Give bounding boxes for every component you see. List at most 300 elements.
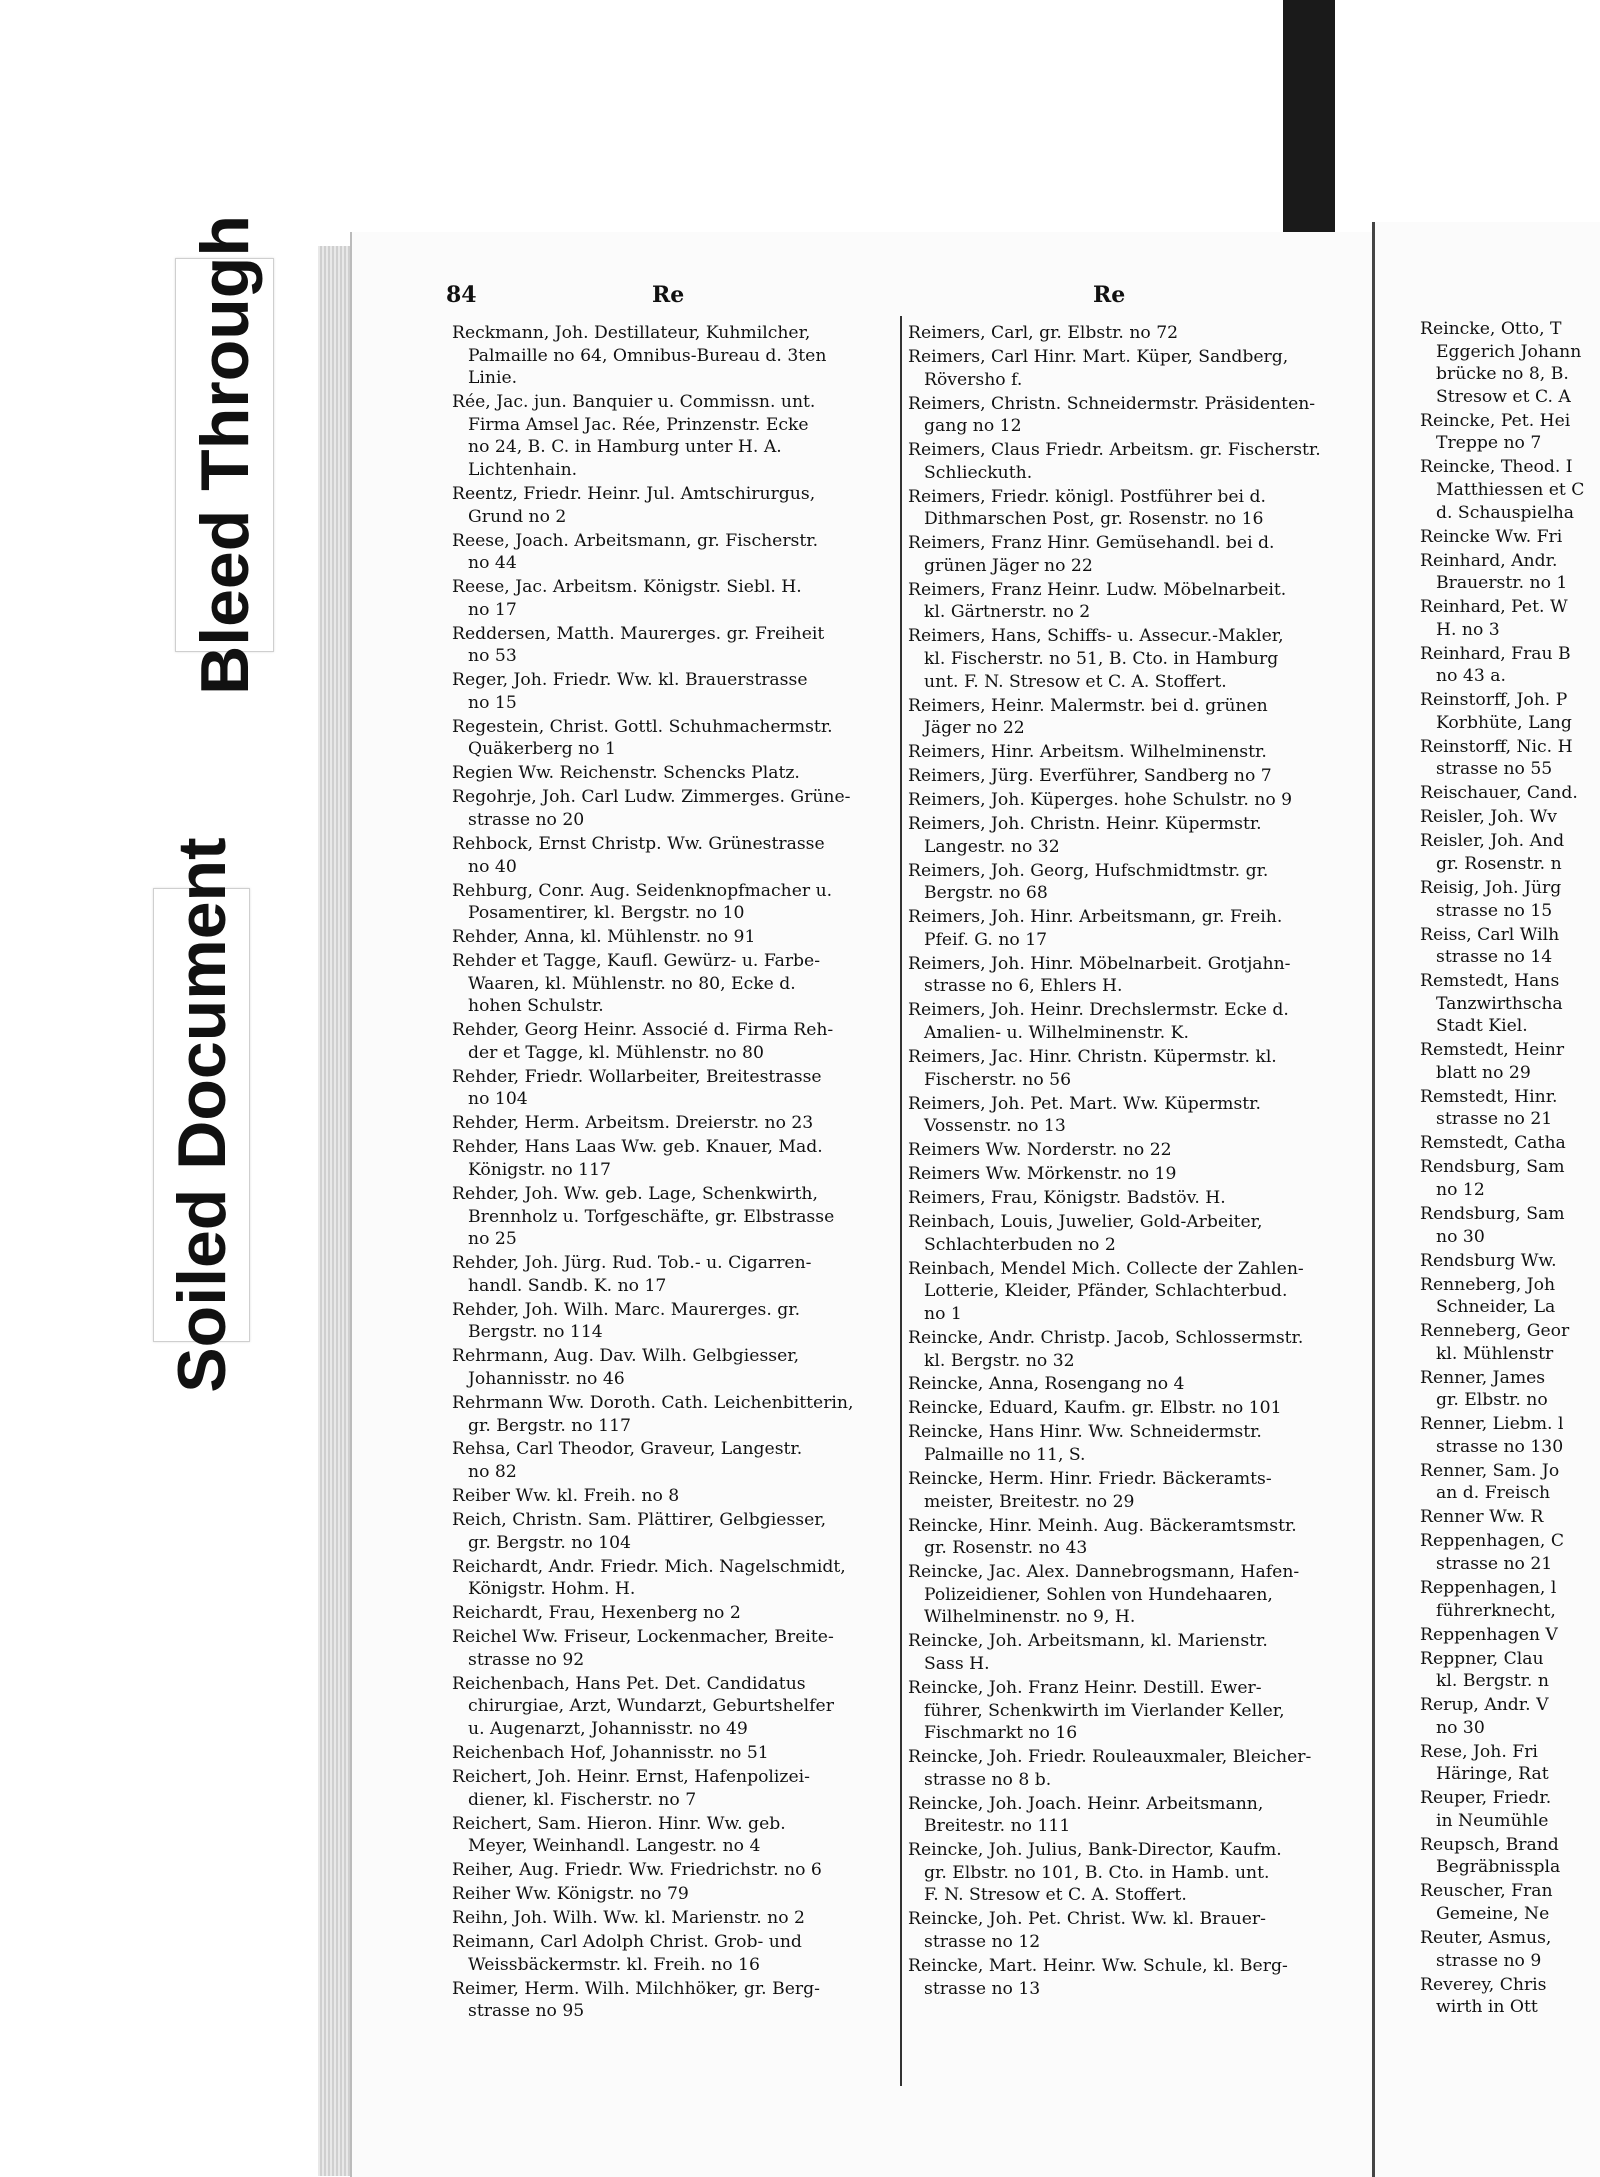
- directory-entry: [452, 1485, 890, 1508]
- entry-line: Reimer, Herm. Wilh. Milchhöker, gr. Berg-: [452, 1978, 820, 1999]
- entry-line: Reimers, Frau, Königstr. Badstöv. H.: [908, 1188, 1226, 1209]
- entry-line: Rehder, Georg Heinr. Associé d. Firma Reh-: [452, 1020, 834, 1041]
- directory-entry: [1420, 782, 1600, 805]
- entry-line: Reichel Ww. Friseur, Lockenmacher, Breite-: [452, 1627, 834, 1648]
- entry-continuation: strasse no 13: [924, 1978, 1041, 1999]
- entry-line: Reinhard, Frau B: [1420, 643, 1571, 664]
- directory-entry: [1420, 1974, 1600, 2019]
- entry-line: Reichert, Joh. Heinr. Ernst, Hafenpolizei-: [452, 1766, 810, 1787]
- directory-entry: [1420, 1203, 1600, 1248]
- directory-entry: [452, 576, 890, 621]
- bleed-through-label: Bleed Through: [186, 215, 263, 695]
- entry-line: Rehder, Joh. Wilh. Marc. Maurerges. gr.: [452, 1299, 801, 1320]
- entry-line: Reentz, Friedr. Heinr. Jul. Amtschirurgus,: [452, 483, 816, 504]
- entry-continuation: Weissbäckermstr. kl. Freih. no 16: [468, 1954, 760, 1975]
- directory-entry: [908, 999, 1360, 1044]
- directory-entry: [1420, 1156, 1600, 1201]
- entry-continuation: Sass H.: [924, 1653, 990, 1674]
- entry-line: Rehder, Joh. Jürg. Rud. Tob.- u. Cigarren-: [452, 1253, 812, 1274]
- entry-line: Rese, Joh. Fri: [1420, 1741, 1538, 1762]
- entry-line: Renneberg, Joh: [1420, 1274, 1556, 1295]
- entry-line: Rendsburg Ww.: [1420, 1250, 1557, 1271]
- entry-line: Reichardt, Frau, Hexenberg no 2: [452, 1603, 741, 1624]
- entry-continuation: Vossenstr. no 13: [924, 1116, 1066, 1137]
- directory-entry: [452, 669, 890, 714]
- directory-entry: [908, 346, 1360, 391]
- entry-continuation: unt. F. N. Stresow et C. A. Stoffert.: [924, 671, 1227, 692]
- entry-continuation: Waaren, kl. Mühlenstr. no 80, Ecke d.: [468, 973, 796, 994]
- directory-entry: [908, 1630, 1360, 1675]
- directory-entry: [452, 880, 890, 925]
- entry-line: Rehder, Anna, kl. Mühlenstr. no 91: [452, 927, 756, 948]
- entry-continuation: strasse no 12: [924, 1932, 1041, 1953]
- entry-continuation: diener, kl. Fischerstr. no 7: [468, 1789, 697, 1810]
- directory-entry: [908, 1421, 1360, 1466]
- directory-entry: [908, 1093, 1360, 1138]
- entry-continuation: Fischerstr. no 56: [924, 1069, 1072, 1090]
- entry-line: Reincke, Otto, T: [1420, 319, 1562, 339]
- directory-entry: [452, 1345, 890, 1390]
- directory-entry: [452, 1813, 890, 1858]
- entry-continuation: hohen Schulstr.: [468, 996, 604, 1017]
- directory-entry: [452, 1742, 890, 1765]
- directory-entry: [452, 950, 890, 1018]
- entry-continuation: der et Tagge, kl. Mühlenstr. no 80: [468, 1042, 764, 1063]
- entry-line: Reincke, Joh. Franz Heinr. Destill. Ewer-: [908, 1677, 1262, 1698]
- entry-continuation: Korbhüte, Lang: [1436, 712, 1572, 733]
- entry-line: Reincke, Pet. Hei: [1420, 410, 1571, 431]
- entry-line: Reinhard, Pet. W: [1420, 597, 1568, 618]
- entry-continuation: d. Schauspielha: [1436, 502, 1575, 523]
- entry-line: Rée, Jac. jun. Banquier u. Commissn. unt.: [452, 392, 816, 413]
- entry-continuation: Stadt Kiel.: [1436, 1016, 1528, 1037]
- directory-entry: [452, 623, 890, 668]
- entry-line: Reppenhagen V: [1420, 1624, 1558, 1645]
- entry-continuation: Brennholz u. Torfgeschäfte, gr. Elbstrasse: [468, 1206, 835, 1227]
- directory-entry: [908, 1046, 1360, 1091]
- directory-entry: [908, 1397, 1360, 1420]
- entry-continuation: Röversho f.: [924, 369, 1023, 390]
- directory-entry: [452, 1626, 890, 1671]
- entry-continuation: Begräbnisspla: [1436, 1857, 1561, 1878]
- entry-continuation: gr. Rosenstr. no 43: [924, 1538, 1088, 1559]
- directory-entry: [452, 762, 890, 785]
- entry-continuation: meister, Breitestr. no 29: [924, 1491, 1135, 1512]
- entry-line: Rehder et Tagge, Kaufl. Gewürz- u. Farbe-: [452, 951, 821, 972]
- entry-line: Reincke, Joh. Julius, Bank-Director, Kaufm.: [908, 1840, 1282, 1861]
- entry-line: Reincke, Joh. Joach. Heinr. Arbeitsmann,: [908, 1793, 1264, 1814]
- entry-line: Rehder, Herm. Arbeitsm. Dreierstr. no 23: [452, 1113, 814, 1134]
- entry-line: Reuper, Friedr.: [1420, 1788, 1552, 1809]
- directory-entry: [908, 953, 1360, 998]
- entry-line: Reinbach, Louis, Juwelier, Gold-Arbeiter,: [908, 1212, 1263, 1233]
- directory-entry: [452, 1299, 890, 1344]
- entry-line: Reincke, Joh. Pet. Christ. Ww. kl. Brauer-: [908, 1909, 1266, 1930]
- entry-line: Reimers, Heinr. Malermstr. bei d. grünen: [908, 695, 1268, 716]
- directory-entry: [452, 1392, 890, 1437]
- page-stack-edge: [318, 246, 352, 2176]
- entry-continuation: Polizeidiener, Sohlen von Hundehaaren,: [924, 1584, 1273, 1605]
- entry-line: Reimers, Joh. Hinr. Möbelnarbeit. Grotjahn-: [908, 953, 1291, 974]
- entry-continuation: Pfeif. G. no 17: [924, 929, 1048, 950]
- directory-entry: [452, 1978, 890, 2023]
- next-page-column: [1420, 318, 1600, 2020]
- entry-continuation: Bergstr. no 68: [924, 883, 1048, 904]
- entry-continuation: gr. Bergstr. no 117: [468, 1415, 631, 1436]
- page-number: 84: [446, 282, 477, 308]
- entry-line: Reimers, Hinr. Arbeitsm. Wilhelminenstr.: [908, 742, 1267, 763]
- entry-line: Reimers, Hans, Schiffs- u. Assecur.-Makler,: [908, 626, 1284, 647]
- directory-entry: [908, 322, 1360, 345]
- entry-line: Reihn, Joh. Wilh. Ww. kl. Marienstr. no 2: [452, 1908, 805, 1929]
- entry-continuation: F. N. Stresow et C. A. Stoffert.: [924, 1885, 1187, 1906]
- directory-entry: [1420, 456, 1600, 524]
- directory-entry: [452, 1883, 890, 1906]
- entry-line: Reinstorff, Nic. H: [1420, 736, 1573, 757]
- directory-entry: [908, 1187, 1360, 1210]
- entry-line: Reimers, Joh. Küperges. hohe Schulstr. no 9: [908, 790, 1293, 811]
- entry-continuation: Fischmarkt no 16: [924, 1723, 1078, 1744]
- entry-continuation: kl. Bergstr. no 32: [924, 1350, 1075, 1371]
- entry-line: Rehder, Hans Laas Ww. geb. Knauer, Mad.: [452, 1137, 823, 1158]
- entry-line: Remstedt, Hinr.: [1420, 1086, 1558, 1107]
- entry-line: Rehrmann Ww. Doroth. Cath. Leichenbitterin,: [452, 1392, 854, 1413]
- entry-line: Renner, Sam. Jo: [1420, 1460, 1560, 1481]
- entry-line: Renner, Liebm. l: [1420, 1414, 1564, 1435]
- entry-line: Rehrmann, Aug. Dav. Wilh. Gelbgiesser,: [452, 1346, 800, 1367]
- entry-line: Reinhard, Andr.: [1420, 550, 1558, 571]
- entry-line: Reupsch, Brand: [1420, 1834, 1559, 1855]
- entry-line: Rehbock, Ernst Christp. Ww. Grünestrasse: [452, 833, 825, 854]
- entry-continuation: Firma Amsel Jac. Rée, Prinzenstr. Ecke: [468, 414, 809, 435]
- entry-continuation: grünen Jäger no 22: [924, 555, 1093, 576]
- entry-continuation: Stresow et C. A: [1436, 386, 1571, 407]
- entry-continuation: blatt no 29: [1436, 1062, 1531, 1083]
- directory-entry: [1420, 736, 1600, 781]
- directory-entry: [1420, 1367, 1600, 1412]
- entry-continuation: führerknecht,: [1436, 1600, 1556, 1621]
- directory-entry: [1420, 526, 1600, 549]
- entry-line: Reincke, Mart. Heinr. Ww. Schule, kl. Berg-: [908, 1956, 1288, 1977]
- entry-line: Regohrje, Joh. Carl Ludw. Zimmerges. Grüne-: [452, 787, 851, 808]
- directory-entry: [452, 1183, 890, 1251]
- directory-entry: [1420, 830, 1600, 875]
- entry-line: Reichenbach Hof, Johannisstr. no 51: [452, 1742, 769, 1763]
- entry-line: Reimers Ww. Mörkenstr. no 19: [908, 1164, 1177, 1185]
- entry-line: Reimers, Friedr. königl. Postführer bei d.: [908, 486, 1266, 507]
- directory-entry: [908, 625, 1360, 693]
- entry-continuation: Jäger no 22: [924, 718, 1025, 739]
- entry-continuation: strasse no 20: [468, 809, 585, 830]
- entry-line: Renneberg, Geor: [1420, 1321, 1570, 1342]
- directory-entry: [908, 1839, 1360, 1907]
- directory-entry: [452, 483, 890, 528]
- entry-continuation: chirurgiae, Arzt, Wundarzt, Geburtshelfer: [468, 1696, 834, 1717]
- entry-line: Rerup, Andr. V: [1420, 1695, 1549, 1716]
- entry-line: Reich, Christn. Sam. Plättirer, Gelbgiesser,: [452, 1510, 827, 1531]
- directory-entry: [1420, 1694, 1600, 1739]
- directory-entry: [908, 1258, 1360, 1326]
- entry-line: Reiss, Carl Wilh: [1420, 924, 1560, 945]
- directory-entry: [1420, 1506, 1600, 1529]
- entry-continuation: Bergstr. no 114: [468, 1322, 603, 1343]
- entry-line: Reuscher, Fran: [1420, 1881, 1553, 1902]
- entry-continuation: no 82: [468, 1462, 517, 1483]
- entry-continuation: Amalien- u. Wilhelminenstr. K.: [924, 1023, 1189, 1044]
- directory-entry: [1420, 970, 1600, 1038]
- entry-line: Reincke, Anna, Rosengang no 4: [908, 1374, 1185, 1395]
- entry-continuation: gr. Bergstr. no 104: [468, 1532, 631, 1553]
- entry-line: Reincke, Theod. I: [1420, 457, 1573, 478]
- entry-continuation: handl. Sandb. K. no 17: [468, 1275, 667, 1296]
- entry-line: Reese, Jac. Arbeitsm. Königstr. Siebl. H.: [452, 577, 802, 598]
- column-divider: [900, 316, 902, 2086]
- entry-line: Rehsa, Carl Theodor, Graveur, Langestr.: [452, 1439, 803, 1460]
- entry-line: Reimers, Jürg. Everführer, Sandberg no 7: [908, 766, 1272, 787]
- directory-entry: [908, 1373, 1360, 1396]
- entry-line: Reichenbach, Hans Pet. Det. Candidatus: [452, 1673, 806, 1694]
- soiled-document-label: Soiled Document: [163, 837, 240, 1393]
- entry-line: Reimers, Joh. Christn. Heinr. Küpermstr.: [908, 814, 1262, 835]
- directory-entry: [908, 1327, 1360, 1372]
- directory-entry: [1420, 806, 1600, 829]
- directory-entry: [1420, 689, 1600, 734]
- directory-entry: [1420, 1320, 1600, 1365]
- directory-entry: [908, 1955, 1360, 2000]
- entry-line: Reincke, Hinr. Meinh. Aug. Bäckeramtsmstr.: [908, 1515, 1297, 1536]
- entry-line: Reincke, Eduard, Kaufm. gr. Elbstr. no 101: [908, 1398, 1282, 1419]
- directory-entry: [452, 1907, 890, 1930]
- entry-continuation: Meyer, Weinhandl. Langestr. no 4: [468, 1836, 761, 1857]
- entry-continuation: strasse no 21: [1436, 1109, 1553, 1130]
- entry-line: Reimann, Carl Adolph Christ. Grob- und: [452, 1932, 802, 1953]
- directory-entry: [908, 1211, 1360, 1256]
- entry-line: Renner, James: [1420, 1367, 1546, 1388]
- soiled-document-stamp: [153, 837, 250, 1393]
- entry-line: Reichert, Sam. Hieron. Hinr. Ww. geb.: [452, 1813, 786, 1834]
- entry-continuation: no 43 a.: [1436, 666, 1506, 687]
- directory-entry: [452, 1112, 890, 1135]
- directory-entry: [908, 789, 1360, 812]
- entry-continuation: Brauerstr. no 1: [1436, 573, 1568, 594]
- header-left: Re: [652, 282, 685, 308]
- directory-entry: [1420, 1834, 1600, 1879]
- directory-entry: [452, 1252, 890, 1297]
- entry-continuation: führer, Schenkwirth im Vierlander Keller,: [924, 1700, 1285, 1721]
- entry-continuation: Lotterie, Kleider, Pfänder, Schlachterbud.: [924, 1281, 1288, 1302]
- entry-line: Reimers, Franz Hinr. Gemüsehandl. bei d.: [908, 533, 1275, 554]
- entry-continuation: no 104: [468, 1089, 528, 1110]
- directory-entry: [908, 765, 1360, 788]
- directory-entry: [908, 1139, 1360, 1162]
- directory-entry: [1420, 1086, 1600, 1131]
- directory-entry: [908, 486, 1360, 531]
- directory-entry: [452, 1859, 890, 1882]
- left-column: [452, 322, 890, 2024]
- entry-continuation: Schlachterbuden no 2: [924, 1234, 1116, 1255]
- entry-continuation: no 1: [924, 1303, 962, 1324]
- entry-continuation: Wilhelminenstr. no 9, H.: [924, 1607, 1136, 1628]
- entry-line: Reese, Joach. Arbeitsmann, gr. Fischerstr.: [452, 530, 819, 551]
- entry-line: Reisig, Joh. Jürg: [1420, 877, 1562, 898]
- entry-line: Reincke, Andr. Christp. Jacob, Schlossermstr.: [908, 1327, 1304, 1348]
- entry-line: Reinbach, Mendel Mich. Collecte der Zahlen-: [908, 1258, 1304, 1279]
- entry-continuation: Langestr. no 32: [924, 836, 1060, 857]
- right-column: [908, 322, 1360, 2002]
- entry-line: Rendsburg, Sam: [1420, 1157, 1565, 1178]
- entry-line: Reincke, Herm. Hinr. Friedr. Bäckeramts-: [908, 1469, 1272, 1490]
- entry-continuation: strasse no 21: [1436, 1554, 1553, 1575]
- directory-entry: [452, 1136, 890, 1181]
- directory-entry: [452, 1602, 890, 1625]
- entry-continuation: Breitestr. no 111: [924, 1816, 1071, 1837]
- entry-continuation: no 30: [1436, 1226, 1485, 1247]
- entry-line: Reppenhagen, C: [1420, 1531, 1564, 1552]
- entry-continuation: gr. Rosenstr. n: [1436, 853, 1562, 874]
- entry-continuation: Posamentirer, kl. Bergstr. no 10: [468, 903, 745, 924]
- entry-continuation: strasse no 9: [1436, 1950, 1542, 1971]
- entry-line: Reimers, Joh. Heinr. Drechslermstr. Ecke d.: [908, 1000, 1289, 1021]
- entry-continuation: kl. Mühlenstr: [1436, 1343, 1554, 1364]
- entry-line: Reincke, Jac. Alex. Dannebrogsmann, Hafen-: [908, 1562, 1300, 1583]
- directory-entry: [1420, 1741, 1600, 1786]
- directory-entry: [1420, 1787, 1600, 1832]
- entry-continuation: Häringe, Rat: [1436, 1764, 1549, 1785]
- entry-continuation: Königstr. no 117: [468, 1160, 611, 1181]
- entry-line: Reimers, Carl, gr. Elbstr. no 72: [908, 323, 1179, 343]
- entry-line: Rehder, Joh. Ww. geb. Lage, Schenkwirth,: [452, 1184, 818, 1204]
- entry-line: Reppner, Clau: [1420, 1648, 1544, 1669]
- directory-entry: [1420, 1274, 1600, 1319]
- entry-continuation: strasse no 15: [1436, 900, 1553, 921]
- directory-entry: [452, 833, 890, 878]
- entry-continuation: Palmaille no 64, Omnibus-Bureau d. 3ten: [468, 345, 827, 366]
- entry-continuation: Treppe no 7: [1436, 433, 1542, 454]
- entry-line: Renner Ww. R: [1420, 1507, 1544, 1528]
- entry-continuation: Königstr. Hohm. H.: [468, 1579, 636, 1600]
- entry-continuation: no 40: [468, 856, 517, 877]
- entry-continuation: Schneider, La: [1436, 1297, 1556, 1318]
- entry-continuation: strasse no 95: [468, 2001, 585, 2022]
- entry-line: Reddersen, Matth. Maurerges. gr. Freiheit: [452, 623, 825, 644]
- entry-continuation: strasse no 92: [468, 1649, 585, 1670]
- entry-continuation: u. Augenarzt, Johannisstr. no 49: [468, 1718, 748, 1739]
- entry-line: Reimers, Joh. Hinr. Arbeitsmann, gr. Freih.: [908, 907, 1283, 928]
- directory-entry: [452, 322, 890, 390]
- entry-line: Reisler, Joh. And: [1420, 831, 1565, 852]
- entry-line: Reiher Ww. Königstr. no 79: [452, 1884, 689, 1905]
- directory-entry: [908, 439, 1360, 484]
- directory-entry: [908, 1515, 1360, 1560]
- directory-entry: [1420, 1530, 1600, 1575]
- directory-entry: [1420, 877, 1600, 922]
- entry-continuation: strasse no 6, Ehlers H.: [924, 976, 1123, 997]
- entry-line: Regestein, Christ. Gottl. Schuhmachermstr.: [452, 716, 833, 737]
- directory-entry: [452, 1931, 890, 1976]
- directory-entry: [908, 1908, 1360, 1953]
- entry-continuation: Schlieckuth.: [924, 462, 1033, 483]
- entry-line: Reppenhagen, l: [1420, 1578, 1557, 1598]
- directory-entry: [1420, 1460, 1600, 1505]
- entry-line: Reiber Ww. kl. Freih. no 8: [452, 1486, 680, 1507]
- directory-entry: [1420, 550, 1600, 595]
- entry-continuation: kl. Gärtnerstr. no 2: [924, 602, 1091, 623]
- entry-continuation: gang no 12: [924, 416, 1022, 437]
- entry-continuation: strasse no 14: [1436, 947, 1553, 968]
- entry-continuation: no 44: [468, 553, 517, 574]
- entry-line: Reimers, Joh. Pet. Mart. Ww. Küpermstr.: [908, 1093, 1261, 1114]
- entry-continuation: strasse no 55: [1436, 759, 1553, 780]
- entry-continuation: Tanzwirthscha: [1436, 993, 1563, 1014]
- entry-line: Remstedt, Catha: [1420, 1133, 1566, 1154]
- entry-line: Reckmann, Joh. Destillateur, Kuhmilcher,: [452, 323, 811, 343]
- entry-continuation: Linie.: [468, 368, 518, 389]
- directory-entry: [452, 1066, 890, 1111]
- entry-line: Regien Ww. Reichenstr. Schencks Platz.: [452, 763, 800, 784]
- entry-continuation: no 30: [1436, 1717, 1485, 1738]
- entry-line: Reincke, Joh. Friedr. Rouleauxmaler, Bleicher-: [908, 1747, 1312, 1768]
- directory-entry: [1420, 643, 1600, 688]
- entry-line: Reverey, Chris: [1420, 1974, 1547, 1995]
- entry-continuation: strasse no 8 b.: [924, 1769, 1052, 1790]
- entry-line: Reimers, Jac. Hinr. Christn. Küpermstr. kl.: [908, 1047, 1277, 1068]
- entry-line: Remstedt, Heinr: [1420, 1040, 1565, 1061]
- directory-entry: [908, 741, 1360, 764]
- entry-line: Reger, Joh. Friedr. Ww. kl. Brauerstrasse: [452, 670, 808, 691]
- entry-continuation: wirth in Ott: [1436, 1997, 1538, 2018]
- directory-entry: [908, 1468, 1360, 1513]
- entry-continuation: no 12: [1436, 1180, 1485, 1200]
- directory-entry: [452, 1766, 890, 1811]
- directory-entry: [452, 530, 890, 575]
- entry-continuation: kl. Fischerstr. no 51, B. Cto. in Hamburg: [924, 649, 1279, 670]
- directory-entry: [452, 1509, 890, 1554]
- entry-continuation: Grund no 2: [468, 506, 567, 527]
- entry-line: Reischauer, Cand.: [1420, 783, 1578, 804]
- entry-line: Reimers, Claus Friedr. Arbeitsm. gr. Fischerstr.: [908, 440, 1321, 461]
- directory-entry: [908, 1561, 1360, 1629]
- entry-continuation: in Neumühle: [1436, 1810, 1549, 1831]
- entry-continuation: Quäkerberg no 1: [468, 739, 616, 760]
- directory-entry: [908, 393, 1360, 438]
- entry-continuation: no 17: [468, 599, 517, 620]
- bleed-through-stamp: [175, 215, 274, 695]
- entry-continuation: Palmaille no 11, S.: [924, 1445, 1086, 1466]
- entry-line: Reuter, Asmus,: [1420, 1928, 1552, 1949]
- entry-continuation: Eggerich Johann: [1436, 341, 1582, 362]
- entry-line: Reincke, Joh. Arbeitsmann, kl. Marienstr.: [908, 1631, 1268, 1652]
- directory-entry: [908, 1163, 1360, 1186]
- directory-entry: [452, 1673, 890, 1741]
- directory-entry: [1420, 1624, 1600, 1647]
- entry-continuation: Matthiessen et C: [1436, 479, 1585, 500]
- directory-entry: [1420, 1250, 1600, 1273]
- directory-entry: [452, 926, 890, 949]
- entry-line: Reimers, Christn. Schneidermstr. Präsidenten-: [908, 393, 1316, 414]
- directory-entry: [908, 1793, 1360, 1838]
- entry-line: Rendsburg, Sam: [1420, 1203, 1565, 1224]
- entry-line: Remstedt, Hans: [1420, 971, 1560, 992]
- entry-continuation: gr. Elbstr. no: [1436, 1390, 1548, 1411]
- entry-line: Reincke, Hans Hinr. Ww. Schneidermstr.: [908, 1422, 1262, 1443]
- entry-continuation: Johannisstr. no 46: [468, 1368, 625, 1389]
- entry-continuation: H. no 3: [1436, 619, 1500, 640]
- entry-continuation: an d. Freisch: [1436, 1483, 1551, 1504]
- directory-entry: [452, 1019, 890, 1064]
- entry-line: Reimers, Franz Heinr. Ludw. Möbelnarbeit.: [908, 579, 1287, 600]
- entry-line: Reimers, Joh. Georg, Hufschmidtmstr. gr.: [908, 860, 1269, 881]
- entry-continuation: no 15: [468, 692, 517, 713]
